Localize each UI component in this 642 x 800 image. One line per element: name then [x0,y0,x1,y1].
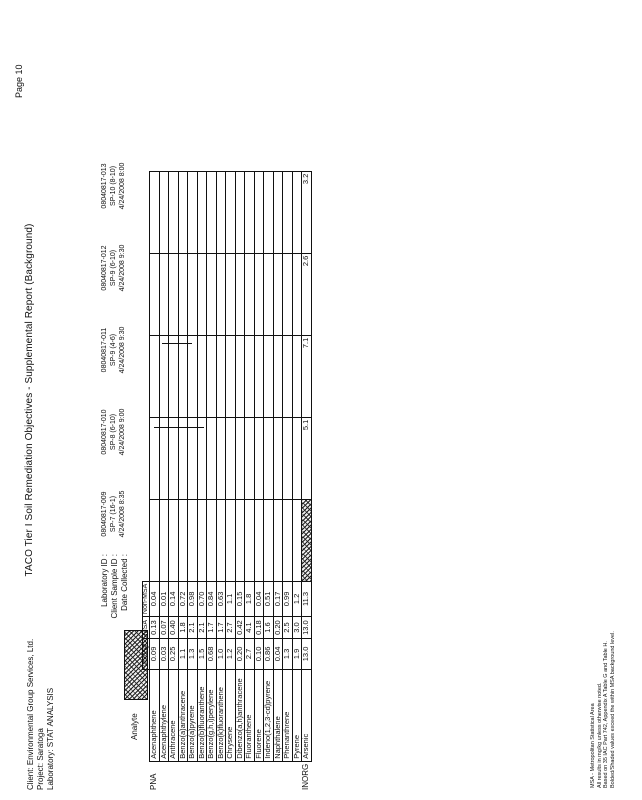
column-rule [154,427,204,428]
criteria-value: 1.1 [226,581,236,616]
criteria-value: 13.0 [302,617,312,639]
criteria-value: 0.42 [235,617,245,639]
sample-lab-id: 08040817-011 [101,327,108,373]
group-label-pna: PNA [148,773,158,790]
criteria-header-chicago: Chicago [143,639,150,670]
lab-id-label: Laboratory ID : [100,554,109,607]
criteria-value: 1.3 [188,639,198,670]
table-row [283,171,293,792]
sample-result: 2.6 [302,253,312,335]
footnote: MSA - Metropolitan Statistical Area [590,703,596,788]
date-collected-label: Date Collected : [120,554,129,611]
criteria-value: 0.86 [264,639,274,670]
footnote: Based on 35 IAC Part 742, Appendix A Table G and Table H. [603,641,609,788]
criteria-value: 1.6 [264,617,274,639]
table-row [169,171,179,792]
table-row [226,171,236,792]
criteria-value: 0.13 [150,617,160,639]
sample-result-redacted [302,499,312,581]
group-label-inorg: INORG [300,763,310,790]
criteria-value: 2.7 [226,617,236,639]
laboratory-line: Laboratory: STAT ANALYSIS [46,687,55,790]
sample-lab-id: 08040817-013 [101,163,108,209]
criteria-value: 0.17 [273,581,283,616]
table-row [292,171,302,792]
analyte-name: Indeno(1,2,3-cd)pyrene [264,669,274,761]
client-sample-id-label: Client Sample ID : [110,554,119,619]
criteria-value: 0.51 [264,581,274,616]
criteria-value: 2.5 [283,617,293,639]
criteria-value: 1.2 [226,639,236,670]
analyte-name: Phenanthrene [283,669,293,761]
analyte-header: Analyte [130,713,139,740]
sample-client-id: SP-10 (8-10) [110,165,117,207]
table-row [235,171,245,792]
table-row [188,171,198,792]
table-row [273,171,283,792]
sample-date: 4/24/2008 8:00 [119,162,126,210]
sample-date: 4/24/2008 9:00 [119,408,126,456]
criteria-value: 0.10 [254,639,264,670]
table-row [207,171,217,792]
analyte-name: Benzo(k)fluoranthene [216,669,226,761]
footnote: Bolded/Shaded values exceed the within MSA background level. [609,631,616,788]
sample-client-id: SP-8 (6-10) [110,413,117,451]
analyte-name: Benzo(a)anthracene [178,669,188,761]
analyte-name: Acenaphthylene [159,669,169,761]
results-table [142,171,312,792]
criteria-value: 0.25 [169,639,179,670]
table-row [245,171,255,792]
sample-result: 3.2 [302,171,312,253]
criteria-value: 1.1 [178,639,188,670]
analyte-name: Dibenzo(a,h)anthracene [235,669,245,761]
footnote: All results in mg/kg unless otherwise noted. [596,682,603,788]
sample-client-id: SP-9 (6-10) [110,249,117,287]
sample-header-2 [100,394,127,470]
report-title: TACO Tier I Soil Remediation Objectives - Supplemental Report (Background) [24,223,35,577]
criteria-header-msa: MSA [143,617,150,639]
analyte-name: Acenaphthene [150,669,160,761]
sample-lab-id: 08040817-010 [101,409,108,455]
analyte-name: Benzo(b)fluoranthene [197,669,207,761]
table-row [197,171,207,792]
analyte-name: Pyrene [292,669,302,761]
sample-result: 7.1 [302,335,312,417]
criteria-value: 0.04 [273,639,283,670]
criteria-value: 0.15 [235,581,245,616]
analyte-name: Arsenic [302,669,312,761]
sample-header-1 [100,476,127,552]
criteria-value: 2.7 [245,639,255,670]
criteria-value: 0.20 [273,617,283,639]
project-line: Project: Saratoga [36,728,45,790]
client-line: Client: Environmental Group Services, Ltd. [26,638,35,790]
criteria-value: 0.09 [150,639,160,670]
sample-client-id: SP-7 (16-1) [110,495,117,533]
criteria-value: 1.9 [292,639,302,670]
sample-header-3 [100,312,127,388]
criteria-value: 0.98 [188,581,198,616]
criteria-value: 11.3 [302,581,312,616]
table-row [150,171,160,792]
analyte-name: Benzo(a)pyrene [188,669,198,761]
criteria-value: 0.04 [254,581,264,616]
criteria-value: 1.0 [216,639,226,670]
criteria-value: 0.70 [197,581,207,616]
sample-date: 4/24/2008 9:30 [119,326,126,374]
criteria-value: 4.1 [245,617,255,639]
sample-lab-id: 08040817-012 [101,245,108,291]
client-info-block [26,639,56,790]
analyte-name: Anthracene [169,669,179,761]
criteria-value: 0.14 [169,581,179,616]
sample-date: 4/24/2008 8:35 [119,490,126,538]
footnotes [590,631,616,788]
criteria-value: 0.72 [178,581,188,616]
criteria-value: 0.20 [235,639,245,670]
criteria-header-non-msa: Non-MSA [143,581,150,616]
criteria-value: 0.01 [159,581,169,616]
criteria-value: 2.1 [197,617,207,639]
table-row [254,171,264,792]
criteria-value: 0.84 [207,581,217,616]
criteria-value: 1.5 [197,639,207,670]
sample-date: 4/24/2008 9:30 [119,244,126,292]
criteria-value: 1.8 [245,581,255,616]
criteria-value: 0.68 [207,639,217,670]
table-row [216,171,226,792]
criteria-value: 0.07 [159,617,169,639]
analyte-name: Fluoranthene [245,669,255,761]
criteria-header-row [143,171,150,792]
analyte-name: Fluorene [254,669,264,761]
sample-header-5 [100,148,127,224]
criteria-value: 1.7 [207,617,217,639]
sample-lab-id: 08040817-009 [101,491,108,537]
analyte-name: Chrysene [226,669,236,761]
criteria-value: 13.0 [302,639,312,670]
page-number: Page 10 [14,64,24,98]
criteria-value: 0.03 [159,639,169,670]
analyte-name: Naphthalene [273,669,283,761]
table-row [264,171,274,792]
criteria-value: 0.99 [283,581,293,616]
criteria-value: 0.63 [216,581,226,616]
criteria-value: 0.18 [254,617,264,639]
sample-result: 5.1 [302,417,312,499]
criteria-value: 1.2 [292,581,302,616]
criteria-value: 0.04 [150,581,160,616]
table-row [159,171,169,792]
criteria-value: 1.8 [178,617,188,639]
table-row [178,171,188,792]
table-row [302,171,312,792]
criteria-value: 3.0 [292,617,302,639]
criteria-value: 2.1 [188,617,198,639]
criteria-value: 0.40 [169,617,179,639]
sample-client-id: SP-9 (4-6) [110,333,117,367]
column-rule [162,343,192,344]
criteria-value: 1.7 [216,617,226,639]
analyte-name: Benzo(g,h,i)perylene [207,669,217,761]
criteria-value: 1.3 [283,639,293,670]
sample-header-4 [100,230,127,306]
